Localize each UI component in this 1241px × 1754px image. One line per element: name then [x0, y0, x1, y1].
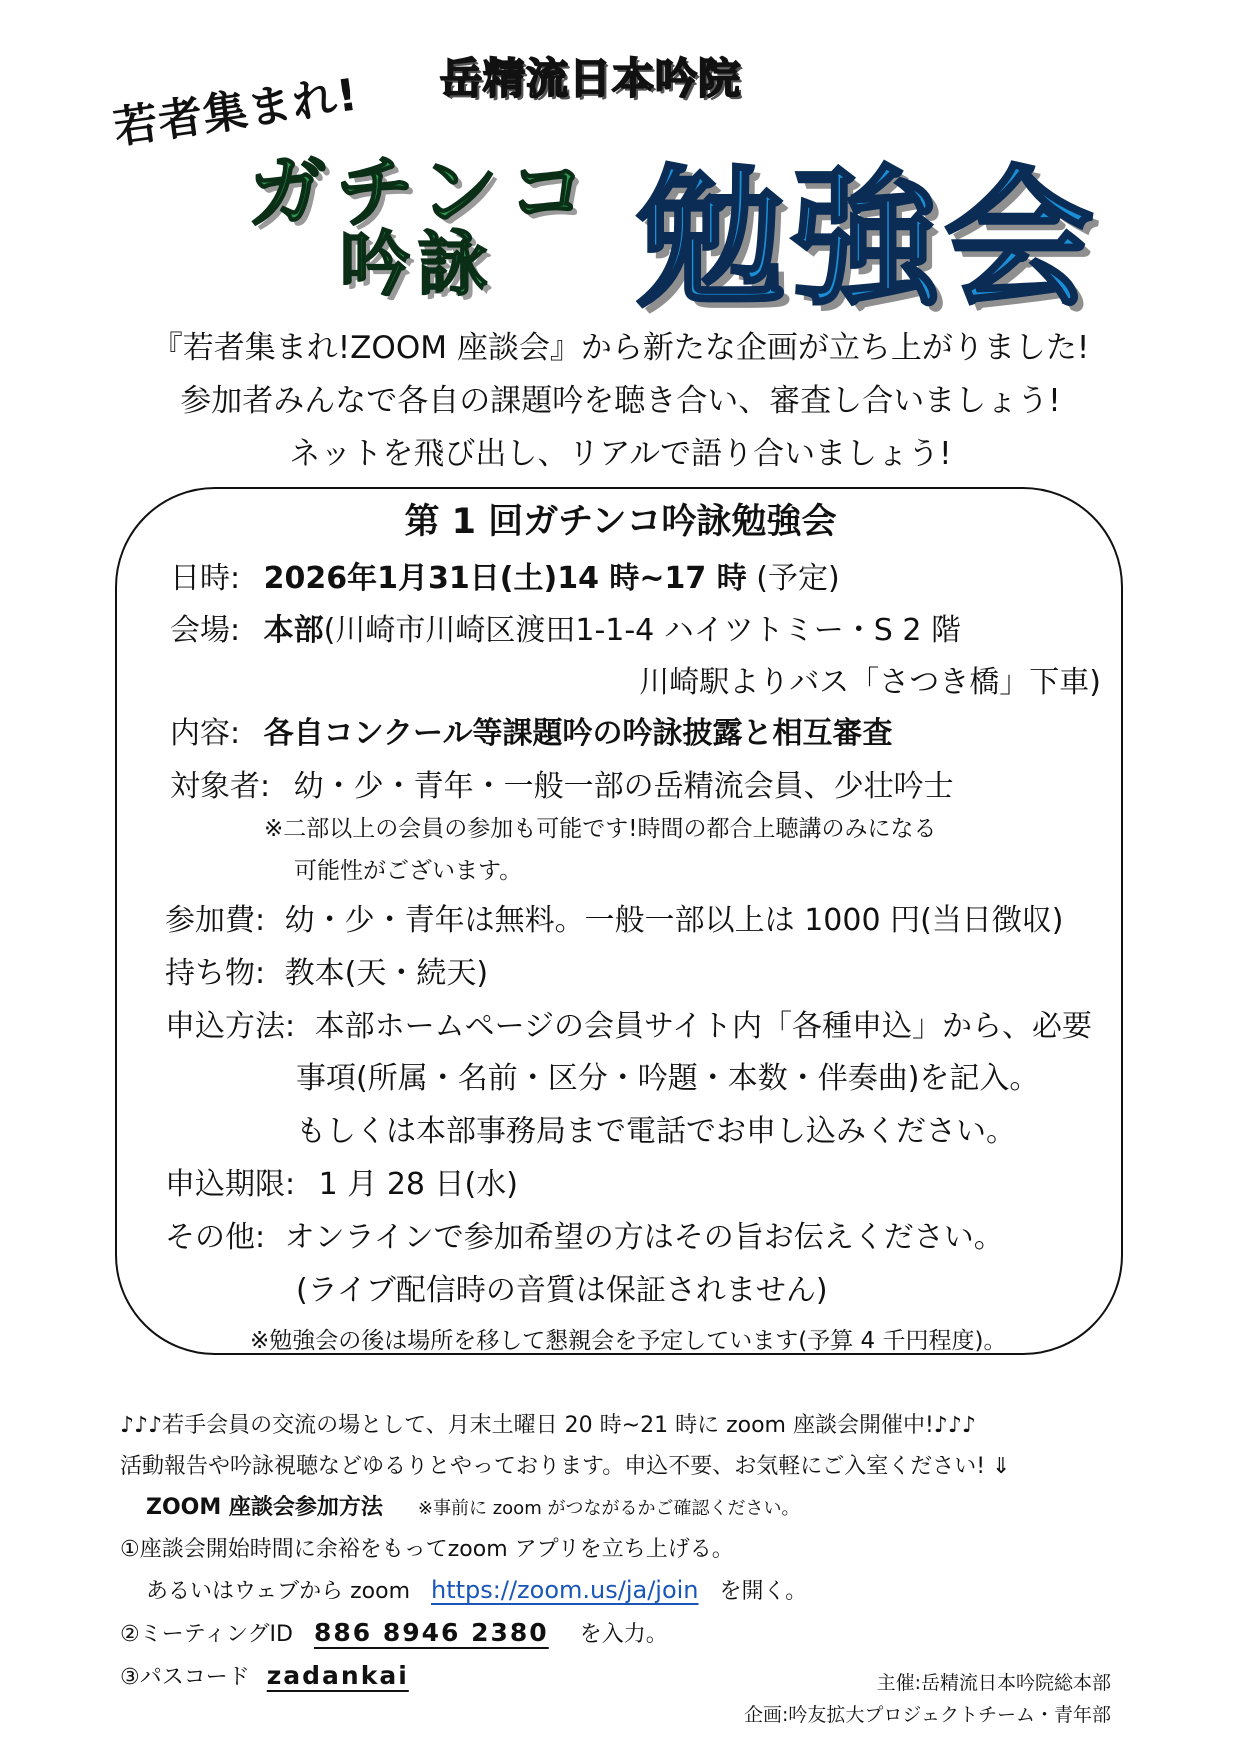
- items-row: [165, 948, 488, 992]
- other-value-1: オンラインで参加希望の方はその旨お伝えください。: [284, 1220, 1004, 1255]
- zoom-step-3-pre: ③パスコード: [120, 1665, 250, 1690]
- items-value: 教本(天・続天): [284, 956, 489, 991]
- org-name: 岳精流日本吟院: [440, 54, 742, 103]
- apply-value-1: 本部ホームページの会員サイト内「各種申込」から、必要: [314, 1009, 1092, 1044]
- fee-row: [165, 895, 1063, 939]
- intro-line-1: 『若者集まれ!ZOOM 座談会』から新たな企画が立ち上がりました!: [151, 330, 1090, 366]
- zoom-step-1b: [146, 1574, 807, 1605]
- date-label: 日時:: [170, 561, 241, 596]
- venue-access: 川崎駅よりバス「さつき橋」下車): [639, 665, 1101, 700]
- deadline-value: 1 月 28 日(水): [318, 1167, 518, 1202]
- date-row: [170, 553, 840, 597]
- target-note-2: 可能性がございます。: [294, 858, 523, 884]
- other-value-2: (ライブ配信時の音質は保証されません): [296, 1273, 828, 1308]
- zoom-line-1: ♪♪♪若手会員の交流の場として、月末土曜日 20 時~21 時に zoom 座談会開催中!♪♪♪: [120, 1413, 976, 1438]
- apply-value-3: もしくは本部事務局まで電話でお申し込みください。: [296, 1114, 1016, 1149]
- items-label: 持ち物:: [165, 956, 266, 991]
- content-value: 各自コンクール等課題吟の吟詠披露と相互審査: [263, 716, 893, 751]
- zoom-step-1: ①座談会開始時間に余裕をもってzoom アプリを立ち上げる。: [120, 1537, 734, 1562]
- date-value: 2026年1月31日(土)14 時~17 時: [263, 561, 747, 596]
- event-footnote: ※勉強会の後は場所を移して懇親会を予定しています(予算 4 千円程度)。: [250, 1328, 1007, 1354]
- zoom-step-2-pre: ②ミーティングID: [120, 1622, 293, 1647]
- title-gachinko: ガチンコ: [248, 148, 597, 238]
- venue-address: (川崎市川崎区渡田1-1-4 ハイツトミー・S 2 階: [323, 613, 962, 648]
- passcode: zadankai: [266, 1661, 409, 1690]
- target-value: 幼・少・青年・一般一部の岳精流会員、少壮吟士: [293, 769, 954, 804]
- venue-row: [170, 605, 961, 649]
- other-row: [165, 1212, 1004, 1256]
- zoom-method-title: ZOOM 座談会参加方法: [146, 1495, 383, 1520]
- zoom-step-1b-post: を開く。: [719, 1579, 808, 1604]
- title-ginei: 吟詠: [340, 223, 496, 305]
- date-note: (予定): [756, 561, 840, 596]
- target-row: [170, 761, 954, 805]
- zoom-join-link[interactable]: https://zoom.us/ja/join: [431, 1576, 699, 1604]
- zoom-step-3: [120, 1660, 409, 1691]
- zoom-step-2-post: を入力。: [579, 1622, 668, 1647]
- deadline-label: 申込期限:: [165, 1167, 296, 1202]
- deadline-row: [165, 1159, 518, 1203]
- content-row: [170, 708, 892, 752]
- content-label: 内容:: [170, 716, 241, 751]
- apply-label: 申込方法:: [165, 1009, 296, 1044]
- meeting-id: 886 8946 2380: [313, 1618, 549, 1647]
- intro-line-2: 参加者みんなで各自の課題吟を聴き合い、審査し合いましょう!: [180, 383, 1061, 419]
- target-label: 対象者:: [170, 769, 271, 804]
- other-label: その他:: [165, 1220, 266, 1255]
- venue-label: 会場:: [170, 613, 241, 648]
- zoom-line-2: 活動報告や吟詠視聴などゆるりとやっております。申込不要、お気軽にご入室ください! ⇓: [120, 1454, 1011, 1479]
- target-note-1: ※二部以上の会員の参加も可能です!時間の都合上聴講のみになる: [264, 816, 937, 842]
- apply-value-2: 事項(所属・名前・区分・吟題・本数・伴奏曲)を記入。: [296, 1061, 1040, 1096]
- apply-row: [165, 1001, 1092, 1045]
- venue-name: 本部: [263, 613, 324, 648]
- tagline-wakamono: 若者集まれ!: [110, 69, 362, 155]
- credit-host: 主催:岳精流日本吟院総本部: [876, 1672, 1111, 1694]
- event-title: 第 1 回ガチンコ吟詠勉強会: [404, 502, 837, 542]
- fee-label: 参加費:: [165, 903, 266, 938]
- fee-value: 幼・少・青年は無料。一般一部以上は 1000 円(当日徴収): [284, 903, 1064, 938]
- zoom-step-1b-pre: あるいはウェブから zoom: [146, 1579, 411, 1604]
- zoom-method-row: [146, 1490, 799, 1521]
- zoom-method-note: ※事前に zoom がつながるかご確認ください。: [417, 1498, 800, 1519]
- credit-planner: 企画:吟友拡大プロジェクトチーム・青年部: [743, 1704, 1111, 1726]
- intro-line-3: ネットを飛び出し、リアルで語り合いましょう!: [289, 436, 952, 472]
- zoom-step-2: [120, 1617, 668, 1648]
- title-benkyokai: 勉強会: [636, 153, 1099, 327]
